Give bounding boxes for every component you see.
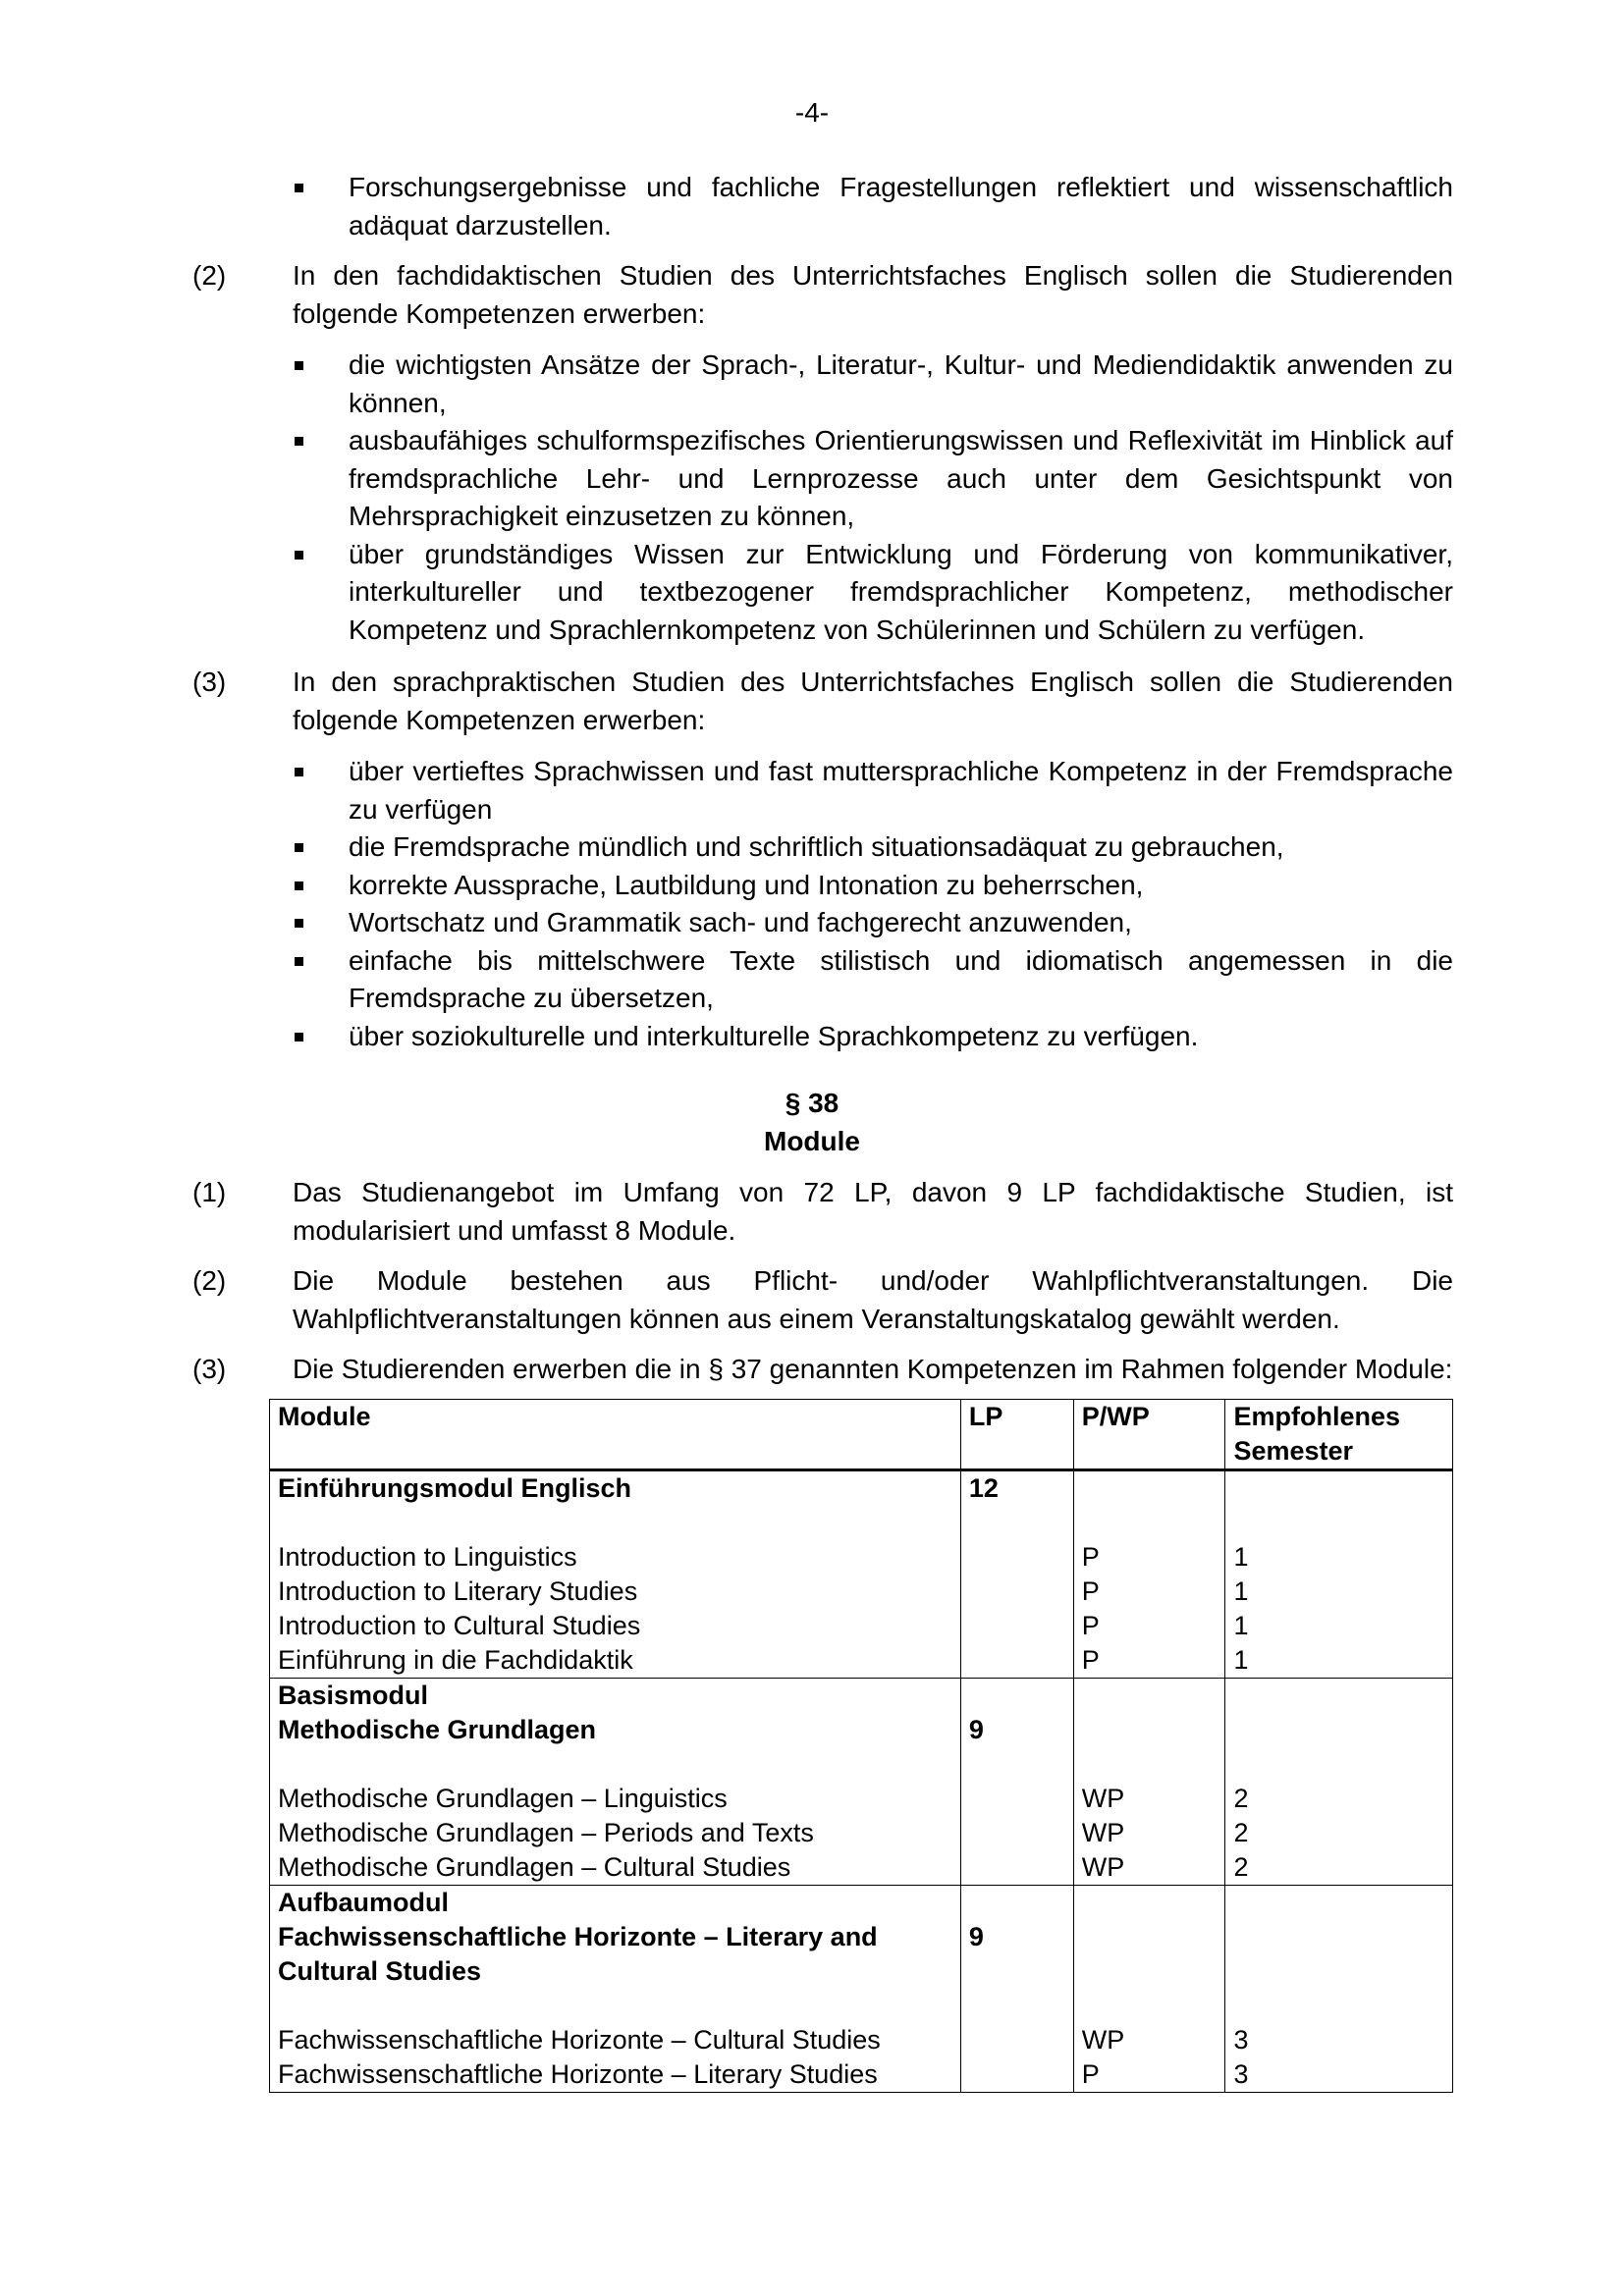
module-title: Fachwissenschaftliche Horizonte – Literary and Cultural Studies	[278, 1922, 878, 1986]
module-cell	[270, 1679, 961, 1886]
paragraph-number: (2)	[192, 1265, 227, 1296]
section-number: § 38	[785, 1088, 839, 1118]
paragraph-text: Das Studienangebot im Umfang von 72 LP, davon 9 LP fachdidaktische Studien, ist modularisiert und umfasst 8 Module.	[293, 1177, 1453, 1246]
paragraph-text: Die Module bestehen aus Pflicht- und/oder Wahlpflichtveranstaltungen. Die Wahlpflichtveranstaltungen können aus einem Veranstaltungskatalog gewählt werden.	[293, 1265, 1453, 1334]
lp-cell	[960, 1886, 1073, 2093]
course-semester: 2	[1233, 1852, 1249, 1882]
module-title: Einführungsmodul Englisch	[278, 1473, 631, 1503]
module-lp: 9	[968, 1715, 984, 1744]
module-lp: 9	[968, 1922, 984, 1951]
section-37-continuation	[192, 169, 1453, 244]
course-semester: 1	[1233, 1611, 1249, 1640]
course-name: Fachwissenschaftliche Horizonte – Cultural Studies	[278, 2025, 881, 2055]
table-row	[270, 1470, 1453, 1679]
bullet-item: ausbaufähiges schulformspezifisches Orientierungswissen und Reflexivität im Hinblick auf fremdsprachliche Lehr- und Lernprozesse auch unter dem Gesichtspunkt von Mehrsprachigkeit einzusetzen zu können,	[293, 422, 1453, 536]
bullet-item: Forschungsergebnisse und fachliche Fragestellungen reflektiert und wissenschaftlich adäquat darzustellen.	[293, 169, 1453, 244]
s38-paragraph-1	[192, 1174, 1453, 1250]
bullet-item: über vertieftes Sprachwissen und fast muttersprachliche Kompetenz in der Fremdsprache zu verfügen	[293, 753, 1453, 828]
paragraph-number: (3)	[192, 667, 227, 697]
course-pwp: WP	[1081, 1852, 1125, 1882]
table-row	[270, 1679, 1453, 1886]
paragraph-number: (2)	[192, 260, 227, 291]
course-semester: 1	[1233, 1645, 1249, 1675]
paragraph-text: Die Studierenden erwerben die in § 37 genannten Kompetenzen im Rahmen folgender Module:	[293, 1354, 1453, 1384]
section-title: Module	[764, 1125, 860, 1156]
module-cell	[270, 1886, 961, 2093]
s37-paragraph-2	[192, 257, 1453, 649]
course-pwp: WP	[1081, 2025, 1125, 2055]
course-pwp: P	[1081, 1645, 1100, 1675]
page-number: -4-	[794, 97, 830, 128]
module-title: Methodische Grundlagen	[278, 1715, 597, 1744]
course-name: Methodische Grundlagen – Linguistics	[278, 1784, 728, 1813]
course-semester: 2	[1233, 1784, 1249, 1813]
course-pwp: WP	[1081, 1818, 1125, 1847]
module-cell	[270, 1470, 961, 1679]
course-pwp: WP	[1081, 1784, 1125, 1813]
bullet-item: einfache bis mittelschwere Texte stilistisch und idiomatisch angemessen in die Fremdsprache zu übersetzen,	[293, 942, 1453, 1018]
lp-cell	[960, 1679, 1073, 1886]
bullet-item: über soziokulturelle und interkulturelle Sprachkompetenz zu verfügen.	[293, 1018, 1453, 1056]
pwp-cell	[1073, 1470, 1225, 1679]
bullet-item: über grundständiges Wissen zur Entwicklung und Förderung von kommunikativer, interkultureller und textbezogener fremdsprachlicher Kompetenz, methodischer Kompetenz und Sprachlernkompetenz von Schülerinnen und Schülern zu verfügen.	[293, 536, 1453, 650]
course-name: Methodische Grundlagen – Cultural Studies	[278, 1852, 791, 1882]
semester-cell	[1225, 1470, 1453, 1679]
course-semester: 2	[1233, 1818, 1249, 1847]
course-name: Methodische Grundlagen – Periods and Texts	[278, 1818, 814, 1847]
paragraph-text: In den fachdidaktischen Studien des Unterrichtsfaches Englisch sollen die Studierenden folgende Kompetenzen erwerben:	[293, 260, 1453, 329]
header-semester-line2: Semester	[1233, 1436, 1354, 1466]
bullet-item: die wichtigsten Ansätze der Sprach-, Literatur-, Kultur- und Mediendidaktik anwenden zu können,	[293, 347, 1453, 422]
lp-cell	[960, 1470, 1073, 1679]
course-pwp: P	[1081, 2059, 1100, 2089]
module-table	[269, 1399, 1453, 2093]
s37-paragraph-3	[192, 664, 1453, 1055]
header-pwp: P/WP	[1073, 1400, 1225, 1470]
bullet-item: Wortschatz und Grammatik sach- und fachgerecht anzuwenden,	[293, 904, 1453, 942]
section-38-heading	[0, 1085, 1624, 1160]
paragraph-number: (3)	[192, 1354, 227, 1384]
course-pwp: P	[1081, 1542, 1100, 1572]
module-title: Aufbaumodul	[278, 1888, 449, 1917]
header-lp: LP	[960, 1400, 1073, 1470]
course-name: Einführung in die Fachdidaktik	[278, 1645, 633, 1675]
course-semester: 3	[1233, 2025, 1249, 2055]
pwp-cell	[1073, 1886, 1225, 2093]
bullet-list	[192, 169, 1453, 244]
semester-cell	[1225, 1886, 1453, 2093]
bullet-list	[293, 347, 1453, 649]
semester-cell	[1225, 1679, 1453, 1886]
paragraph-number: (1)	[192, 1177, 227, 1207]
course-pwp: P	[1081, 1576, 1100, 1606]
bullet-item: korrekte Aussprache, Lautbildung und Intonation zu beherrschen,	[293, 867, 1453, 905]
bullet-list	[293, 753, 1453, 1055]
course-semester: 1	[1233, 1542, 1249, 1572]
course-name: Introduction to Literary Studies	[278, 1576, 638, 1606]
course-name: Fachwissenschaftliche Horizonte – Literary Studies	[278, 2059, 878, 2089]
header-semester	[1225, 1400, 1453, 1470]
s38-paragraph-2	[192, 1262, 1453, 1338]
header-module: Module	[270, 1400, 961, 1470]
course-name: Introduction to Cultural Studies	[278, 1611, 641, 1640]
course-semester: 1	[1233, 1576, 1249, 1606]
course-name: Introduction to Linguistics	[278, 1542, 577, 1572]
module-title: Basismodul	[278, 1681, 429, 1710]
pwp-cell	[1073, 1679, 1225, 1886]
header-semester-line1: Empfohlenes	[1233, 1402, 1400, 1431]
course-pwp: P	[1081, 1611, 1100, 1640]
paragraph-text: In den sprachpraktischen Studien des Unterrichtsfaches Englisch sollen die Studierenden folgende Kompetenzen erwerben:	[293, 667, 1453, 735]
module-lp: 12	[968, 1473, 999, 1503]
course-semester: 3	[1233, 2059, 1249, 2089]
bullet-item: die Fremdsprache mündlich und schriftlich situationsadäquat zu gebrauchen,	[293, 828, 1453, 867]
table-header-row	[270, 1400, 1453, 1470]
table-row	[270, 1886, 1453, 2093]
s38-paragraph-3	[192, 1351, 1453, 1389]
